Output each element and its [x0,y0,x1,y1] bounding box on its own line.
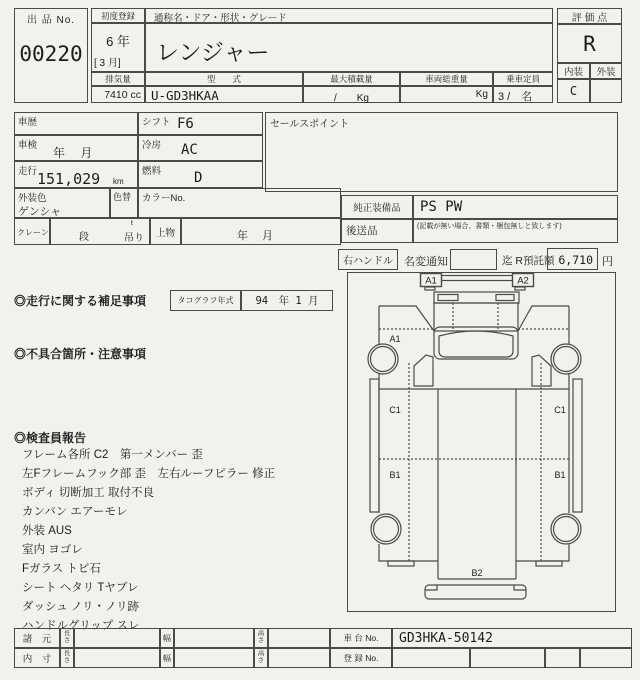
history-cell [14,112,138,135]
aircon-cell [138,135,263,161]
gross-weight-value: Kg [400,86,493,103]
kousou-label: 後送品 [341,219,413,243]
report-line: 外装 AUS [22,525,72,537]
mileage-value: 151,029 [37,170,101,188]
diagram-label-b1-left: B1 [389,470,401,480]
max-load-label: 最大積載量 [303,72,400,86]
report-line: 室内 ヨゴレ [22,544,83,556]
deposit-value: 6,710 [547,248,598,270]
diagram-marker-a2: A2 [517,275,529,287]
uwamono-value: 年 月 [237,230,274,242]
first-registration-value [91,23,145,72]
model-code-label: 型 式 [145,72,303,86]
mileage-note-title: ◎走行に関する補足事項 [14,294,147,308]
history-label: 車歴 [18,117,38,128]
first-registration-label: 初度登録 [91,8,145,23]
color-no-cell [138,188,341,218]
spec-length-value [74,628,160,648]
defect-title: ◎不具合箇所・注意事項 [14,347,147,361]
displacement-value: 7410 cc [91,86,145,103]
model-code-value: U-GD3HKAA [145,86,303,103]
name-change-label: 名変通知 [404,256,448,268]
registration-no-cell-1 [392,648,470,668]
inner-length-label: 長さ [60,648,74,668]
diagram-label-b2: B2 [471,568,483,578]
inspection-label: 車検 [18,140,38,151]
exterior-grade-value [590,79,622,103]
inner-width-value [174,648,254,668]
inner-dim-row-label: 内 寸 [14,648,60,668]
shift-value: F6 [177,116,194,132]
crane-dan-label: 段 [79,232,89,243]
exterior-color-label: 外装色 [18,193,47,204]
mileage-unit: km [113,177,124,186]
spec-row-label: 諸 元 [14,628,60,648]
report-line: ハンドルグリップ スレ [22,620,140,632]
inner-height-label: 高さ [254,648,268,668]
interior-grade-label: 内装 [557,63,590,79]
uwamono-label: 上物 [150,218,181,245]
aircon-label: 冷房 [142,140,162,151]
first-reg-year: 6 年 [106,34,130,49]
aircon-value: AC [181,142,198,158]
crane-tsuri-label: 吊り [124,233,144,244]
exterior-color-value: ゲンシャ [18,206,62,218]
sales-point-label: セールスポイント [270,119,350,130]
mileage-label: 走行 [18,166,38,177]
spec-width-label: 幅 [160,628,174,648]
report-line: ボディ 切断加工 取付不良 [22,487,154,499]
report-line: シート ヘタリ Tヤブレ [22,582,139,594]
fuel-label: 燃料 [142,166,162,177]
first-reg-month: [ 3 月] [94,58,121,69]
yen-label: 円 [602,256,613,268]
lot-number-box [14,8,88,103]
report-line: フレーム各所 C2 第一メンバー 歪 [22,449,203,461]
inner-height-value [268,648,330,668]
name-change-field [450,249,497,270]
report-line: Fガラス トビ石 [22,563,101,575]
grade-label: 評 価 点 [557,8,622,24]
report-line: カンバン エアーモレ [22,506,128,518]
registration-no-cell-2 [470,648,545,668]
capacity-label: 乗車定員 [493,72,553,86]
spec-length-label: 長さ [60,628,74,648]
capacity-value: 3 / 名 [493,86,553,103]
shift-label: シフト [142,117,171,128]
inspector-report-title: ◎検査員報告 [14,431,87,445]
inspection-cell [14,135,138,161]
vehicle-name-label: 通称名・ドア・形状・グレード [145,8,553,23]
deposit-label: 迄 R預託額 [502,255,555,267]
spec-height-label: 高さ [254,628,268,648]
gross-weight-label: 車両総重量 [400,72,493,86]
chassis-no-label: 車 台 No. [330,628,392,648]
registration-no-label: 登 録 No. [330,648,392,668]
diagram-label-a1: A1 [389,334,401,344]
report-line: ダッシュ ノリ・ノリ跡 [22,601,140,613]
fuel-value: D [194,170,203,186]
chassis-no-value: GD3HKA-50142 [392,628,632,648]
truck-top-view-diagram [348,273,614,610]
diagram-label-c1-left: C1 [389,405,401,415]
exterior-grade-label: 外装 [590,63,622,79]
inner-width-label: 幅 [160,648,174,668]
kousou-note: (記載が無い場合、書類・梱包無しと致します) [413,219,618,243]
spec-width-value [174,628,254,648]
inspection-value: 年 月 [53,146,93,160]
report-line: 左Fフレームフック部 歪 左右ルーフピラー 修正 [22,468,276,480]
diagram-label-b1-right: B1 [554,470,566,480]
lot-number-label: 出 品 No. [26,15,76,26]
color-change-label: 色替 [113,192,132,202]
tachograph-value: 94 年 1 月 [241,290,333,311]
uwamono-value-cell [181,218,341,245]
handle-position-badge: 右ハンドル [338,249,398,270]
interior-grade-value: C [557,79,590,103]
color-change-cell [110,188,138,218]
displacement-label: 排気量 [91,72,145,86]
damage-diagram-box [347,272,616,612]
oem-equipment-value: PS PW [413,195,618,219]
exterior-color-cell [14,188,110,218]
max-load-value: / Kg [303,86,400,103]
crane-label: クレーン [17,228,49,237]
fuel-cell [138,161,263,188]
grade-value: R [557,24,622,63]
spec-height-value [268,628,330,648]
crane-ton-label: t [131,220,133,227]
diagram-marker-a1: A1 [425,275,437,287]
vehicle-name-value [145,23,553,72]
sales-point-box [265,112,618,192]
crane-cell [14,218,50,245]
oem-equipment-label: 純正装備品 [341,195,413,219]
registration-no-cell-3 [545,648,580,668]
registration-no-cell-4 [580,648,632,668]
diagram-label-c1-right: C1 [554,405,566,415]
tachograph-label: タコグラフ年式 [170,290,241,311]
inspector-report-lines [22,446,337,636]
shift-cell [138,112,263,135]
vehicle-name: レンジャー [156,39,270,65]
inner-length-value [74,648,160,668]
lot-number-value: 00220 [19,42,83,66]
mileage-cell [14,161,138,188]
crane-value-cell [50,218,150,245]
color-no-label: カラーNo. [142,193,186,204]
